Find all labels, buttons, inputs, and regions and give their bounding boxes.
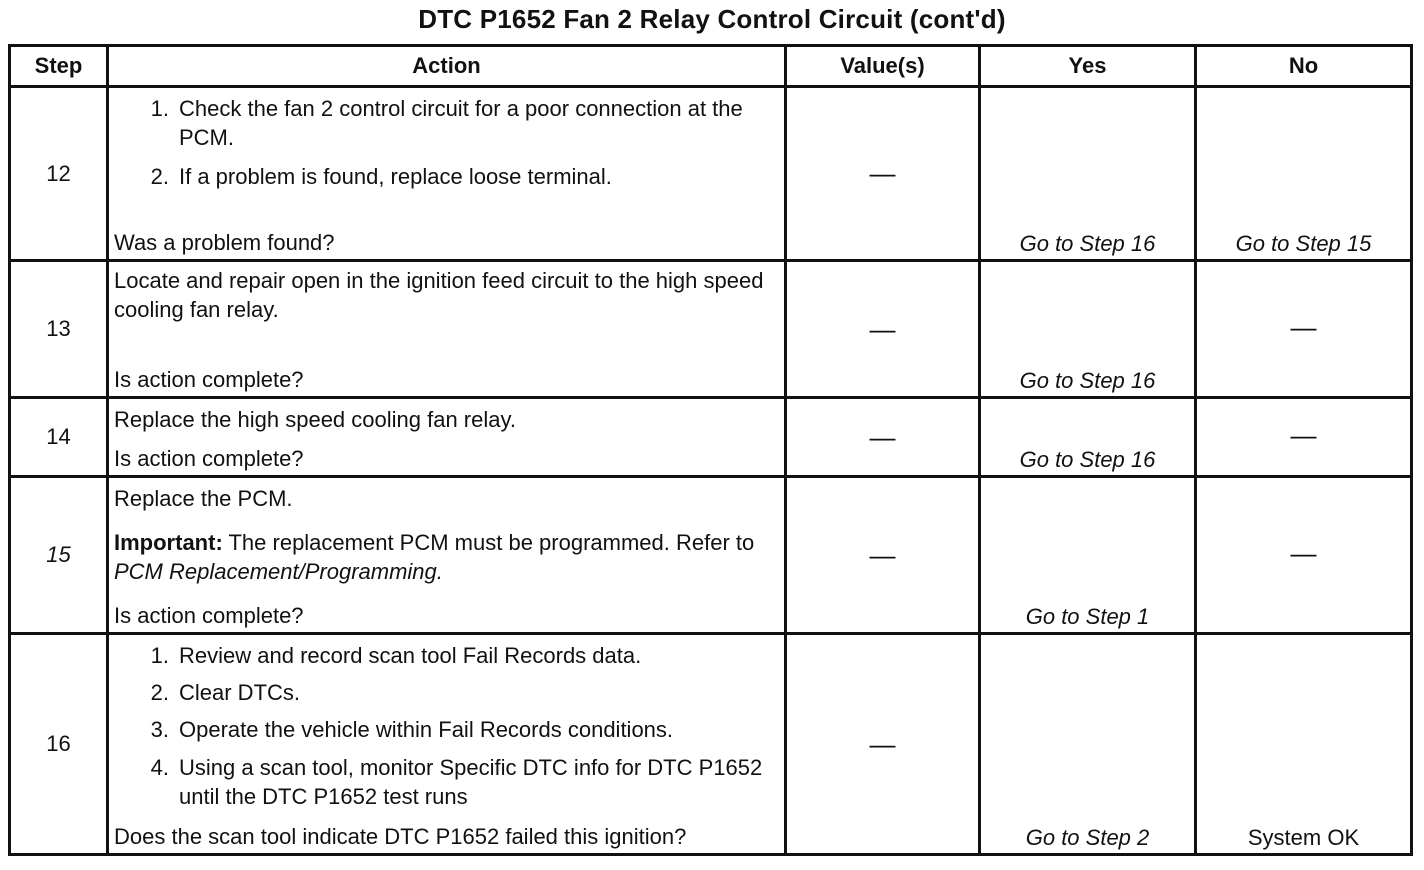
- no-cell: [1196, 398, 1412, 477]
- important-reference: PCM Replacement/Programming.: [114, 559, 443, 584]
- important-note: [114, 528, 778, 586]
- table-header-row: [10, 46, 1412, 87]
- value-cell: —: [786, 261, 980, 398]
- no-cell: [1196, 87, 1412, 261]
- value-cell: —: [786, 477, 980, 634]
- action-list-item: 2. Clear DTCs.: [150, 680, 301, 705]
- value-cell: —: [786, 398, 980, 477]
- action-question: Is action complete?: [114, 367, 304, 392]
- no-cell: [1196, 634, 1412, 855]
- header-no: No: [1196, 46, 1412, 87]
- action-list-item: 4. Using a scan tool, monitor Specific DTC info for DTC P1652 until the DTC P1652 test runs: [150, 755, 763, 809]
- yes-cell: [980, 477, 1196, 634]
- action-question: Is action complete?: [114, 603, 304, 628]
- action-question: Is action complete?: [114, 446, 304, 471]
- no-link[interactable]: Go to Step 15: [1235, 231, 1372, 256]
- header-action: Action: [108, 46, 786, 87]
- no-cell: [1196, 261, 1412, 398]
- page-title: DTC P1652 Fan 2 Relay Control Circuit (cont'd): [418, 4, 1006, 34]
- no-value: —: [1290, 537, 1317, 568]
- action-cell: [108, 87, 786, 261]
- table-row-step-14: [10, 398, 1412, 477]
- action-text: Replace the high speed cooling fan relay.: [114, 407, 516, 432]
- no-result: System OK: [1247, 825, 1360, 850]
- yes-link[interactable]: Go to Step 2: [1025, 825, 1150, 850]
- step-number: 12: [10, 87, 108, 261]
- action-cell: [108, 477, 786, 634]
- value-cell: —: [786, 634, 980, 855]
- header-yes: Yes: [980, 46, 1196, 87]
- action-question: Was a problem found?: [114, 230, 335, 255]
- no-cell: [1196, 477, 1412, 634]
- table-row-step-16: [10, 634, 1412, 855]
- table-row-step-12: [10, 87, 1412, 261]
- action-cell: [108, 634, 786, 855]
- action-question: Does the scan tool indicate DTC P1652 failed this ignition?: [114, 824, 687, 849]
- no-value: —: [1290, 311, 1317, 342]
- yes-cell: [980, 398, 1196, 477]
- value-cell: —: [786, 87, 980, 261]
- table-row-step-15: [10, 477, 1412, 634]
- diagnostic-table: [8, 44, 1413, 856]
- action-cell: [108, 261, 786, 398]
- action-list-item: 3. Operate the vehicle within Fail Records conditions.: [150, 717, 674, 742]
- step-number: 13: [10, 261, 108, 398]
- yes-cell: [980, 634, 1196, 855]
- step-number: 14: [10, 398, 108, 477]
- action-text: Locate and repair open in the ignition feed circuit to the high speed cooling fan relay.: [114, 268, 764, 322]
- yes-link[interactable]: Go to Step 16: [1019, 368, 1156, 393]
- action-text: Replace the PCM.: [114, 486, 293, 511]
- important-text: The replacement PCM must be programmed. Refer to: [222, 530, 755, 555]
- header-values: Value(s): [786, 46, 980, 87]
- step-number: 16: [10, 634, 108, 855]
- no-value: —: [1290, 419, 1317, 450]
- action-list-item: 1. Check the fan 2 control circuit for a poor connection at the PCM.: [150, 96, 743, 150]
- yes-link[interactable]: Go to Step 16: [1019, 231, 1156, 256]
- yes-link[interactable]: Go to Step 1: [1025, 604, 1150, 629]
- yes-link[interactable]: Go to Step 16: [1019, 447, 1156, 472]
- action-list-item: 1. Review and record scan tool Fail Records data.: [150, 643, 642, 668]
- action-list-item: 2. If a problem is found, replace loose terminal.: [150, 164, 612, 189]
- step-number: 15: [10, 477, 108, 634]
- table-row-step-13: [10, 261, 1412, 398]
- yes-cell: [980, 261, 1196, 398]
- header-step: Step: [10, 46, 108, 87]
- yes-cell: [980, 87, 1196, 261]
- important-label: Important:: [114, 530, 223, 555]
- action-cell: [108, 398, 786, 477]
